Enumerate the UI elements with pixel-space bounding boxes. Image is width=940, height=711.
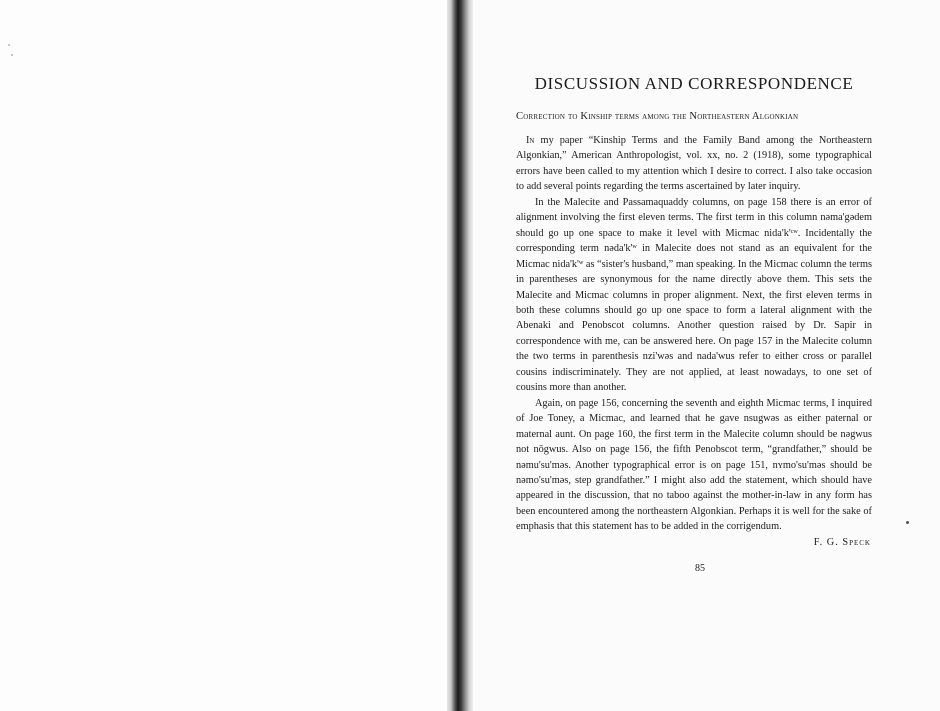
page-content [516,72,872,574]
paper-speck [11,54,13,56]
left-page [0,0,452,711]
paragraph-lead: In [526,135,535,146]
paragraph [516,133,872,195]
section-heading: DISCUSSION AND CORRESPONDENCE [534,74,854,93]
right-page [473,0,940,711]
article-body [516,133,872,535]
book-gutter [447,0,473,711]
author-signature: F. G. Speck [813,536,871,548]
paper-speck [906,521,909,524]
page-number: 85 [695,562,705,574]
paragraph: Again, on page 156, concerning the seventh and eighth Micmac terms, I inquired of Joe Toney, a Micmac, and learned that he gave nsugwəs as either paternal or maternal aunt. On page 160, the first term in the Malecite column should be nəgwus not nōgwus. Also on page 156, the fifth Penobscot term, “grandfather,” should be nəmu'su'məs. Another typographical error is on page 151, nʏmo'su'məs should be nəmo'su'məs, step grandfather.” I might also add the statement, which should have appeared in the discussion, that no taboo against the mother-in-law in any form has been encountered among the northeastern Algonkian. Perhaps it is well for the sake of emphasis that this statement has to be added in the corrigendum. [516,397,872,533]
paper-speck [8,44,10,46]
article-title: Correction to Kinship terms among the Northeastern Algonkian [516,111,799,122]
paragraph-text: my paper “Kinship Terms and the Family Band among the Northeastern Algonkian,” American Anthropologist, vol. xx, no. 2 (1918), some typographical errors have been called to my attention which I desire to correct. I also take occasion to add several points regarding the terms ascertained by later inquiry. [516,135,872,193]
paragraph: In the Malecite and Passamaquaddy columns, on page 158 there is an error of alignment involving the first eleven terms. The first term in this column nəma'gədem should go up one space to make it level with Micmac nida'k'ᶜʷ. Incidentally the corresponding term nəda'k'ʷ in Malecite does not stand as an equivalent for the Micmac nida'k'ʷ as “sister's husband,” man speaking. In the Micmac column the terms in parentheses are synonymous for the name directly above them. This sets the Malecite and Micmac columns in proper alignment. Next, the first eleven terms in both these columns should go up one space to form a lateral alignment with the Abenaki and Penobscot columns. Another question raised by Dr. Sapir in correspondence with me, can be answered here. On page 157 in the Malecite column the two terms in parenthesis nzi'wəs and nada'wus refer to either cross or parallel cousins indiscriminately. They are not applied, at least nowadays, to one set of cousins more than another. [516,196,872,394]
